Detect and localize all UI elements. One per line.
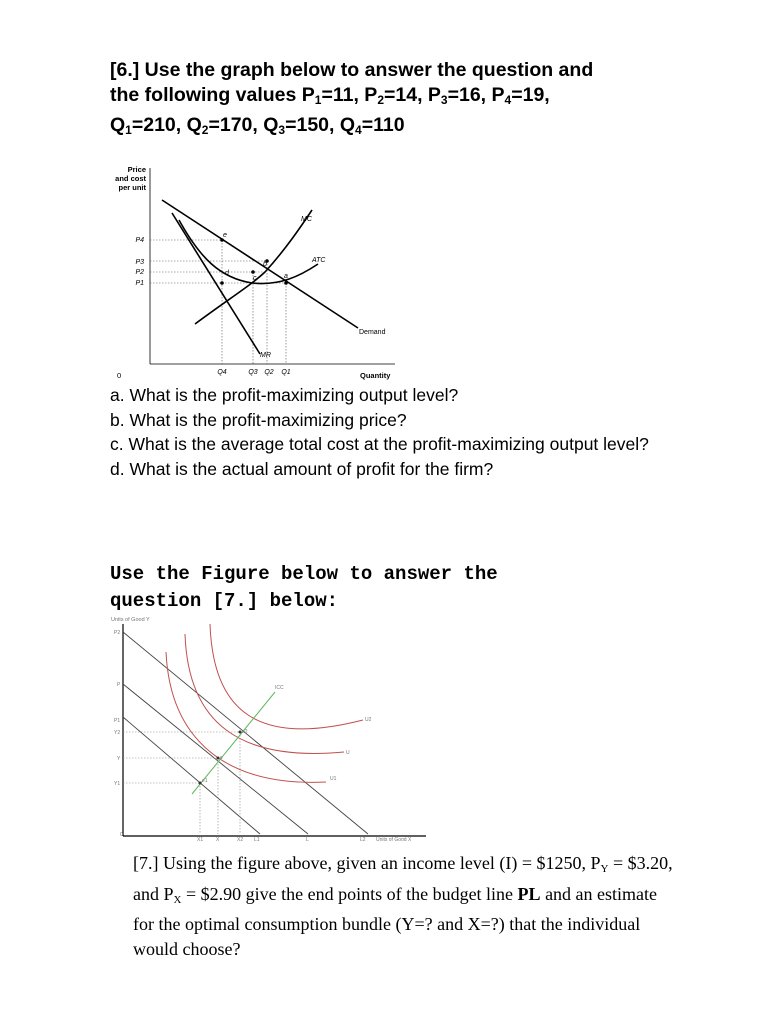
indifference-curve-u2	[210, 624, 363, 729]
label-u: U	[346, 750, 350, 756]
label-y2: Y2	[114, 730, 121, 736]
part-b: b. What is the profit-maximizing price?	[110, 409, 407, 430]
q7-header-line-1: Use the Figure below to answer the	[110, 563, 498, 585]
label-p: P	[117, 682, 121, 688]
label-y1: Y1	[114, 781, 121, 787]
label-x1: X1	[197, 837, 204, 843]
question-7-text: [7.] Using the figure above, given an income level (I) = $1250, $P_Y$ = $3.20, and $P_X$ = $2.90 give the end points of the budget line PL and an estimate for the optimal consumption bundle (Y=? and X=?) that the individual would choose?	[133, 853, 673, 959]
label-p2: P2	[114, 630, 121, 636]
demand-curve	[162, 200, 358, 328]
point-b-label: b	[263, 261, 267, 268]
q7-header-line-2: question [7.] below:	[110, 590, 339, 612]
x-axis-label: Units of Good X	[376, 837, 412, 843]
origin-label: 0	[120, 832, 124, 838]
tick-q1: Q1	[281, 369, 291, 376]
q6-line-2: the following values $P_1=11$, $P_2=14$, $P_3=16$, $P_4=19$,	[110, 84, 550, 107]
tick-q2: Q2	[264, 369, 274, 376]
q6-line-1: [6.] Use the graph below to answer the question and	[110, 59, 594, 81]
x-axis-label: Quantity	[360, 371, 391, 380]
label-e: e	[220, 755, 223, 761]
atc-curve	[179, 220, 318, 284]
tick-p3: P3	[135, 259, 144, 266]
mc-curve	[195, 210, 312, 324]
y-axis-label: Units of Good Y	[111, 617, 150, 623]
demand-label: Demand	[359, 329, 386, 336]
label-l1: L1	[254, 837, 260, 843]
y-axis-label-3: per unit	[118, 183, 146, 192]
label-e1: e1	[202, 778, 208, 784]
y-axis-label-1: Price	[127, 165, 146, 174]
part-a: a. What is the profit-maximizing output level?	[110, 385, 459, 405]
point-a	[284, 281, 288, 285]
point-d	[220, 281, 224, 285]
q6-line-3: $Q_1=210$, $Q_2=170$, $Q_3=150$, $Q_4=110$	[110, 114, 405, 137]
label-e2: e2	[242, 729, 248, 735]
label-p1: P1	[114, 718, 121, 724]
icc-graph	[108, 612, 430, 848]
tick-p1: P1	[135, 280, 144, 287]
label-x2: X2	[237, 837, 244, 843]
point-e-label: e	[223, 232, 227, 239]
label-icc: ICC	[275, 685, 284, 691]
mr-curve	[172, 213, 260, 354]
tick-q4: Q4	[217, 369, 227, 376]
indifference-curve-u	[185, 634, 344, 754]
monopoly-graph	[100, 158, 410, 384]
question-6-parts	[110, 383, 670, 481]
label-u1: U1	[330, 776, 337, 782]
tick-p2: P2	[135, 269, 144, 276]
point-c	[251, 270, 255, 274]
label-x: X	[216, 837, 220, 843]
tick-q3: Q3	[248, 369, 258, 376]
label-l2: L2	[360, 837, 366, 843]
label-u2: U2	[365, 717, 372, 723]
origin-label: 0	[117, 371, 122, 380]
budget-line-p1l1	[123, 717, 260, 834]
budget-line-pl	[123, 684, 308, 834]
question-7-header	[110, 561, 498, 615]
part-c: c. What is the average total cost at the profit-maximizing output level?	[110, 434, 649, 454]
point-a-label: a	[284, 273, 288, 280]
point-c-label: c	[253, 275, 257, 282]
label-l: L	[306, 837, 309, 843]
point-d-label: d	[225, 270, 229, 277]
question-6-heading	[110, 58, 593, 143]
y-axis-label-2: and cost	[115, 174, 146, 183]
mc-label: MC	[301, 216, 312, 223]
atc-label: ATC	[312, 257, 326, 264]
label-y: Y	[117, 756, 121, 762]
mr-label: MR	[260, 352, 271, 359]
tick-p4: P4	[135, 237, 144, 244]
part-d: d. What is the actual amount of profit for the firm?	[110, 458, 494, 479]
